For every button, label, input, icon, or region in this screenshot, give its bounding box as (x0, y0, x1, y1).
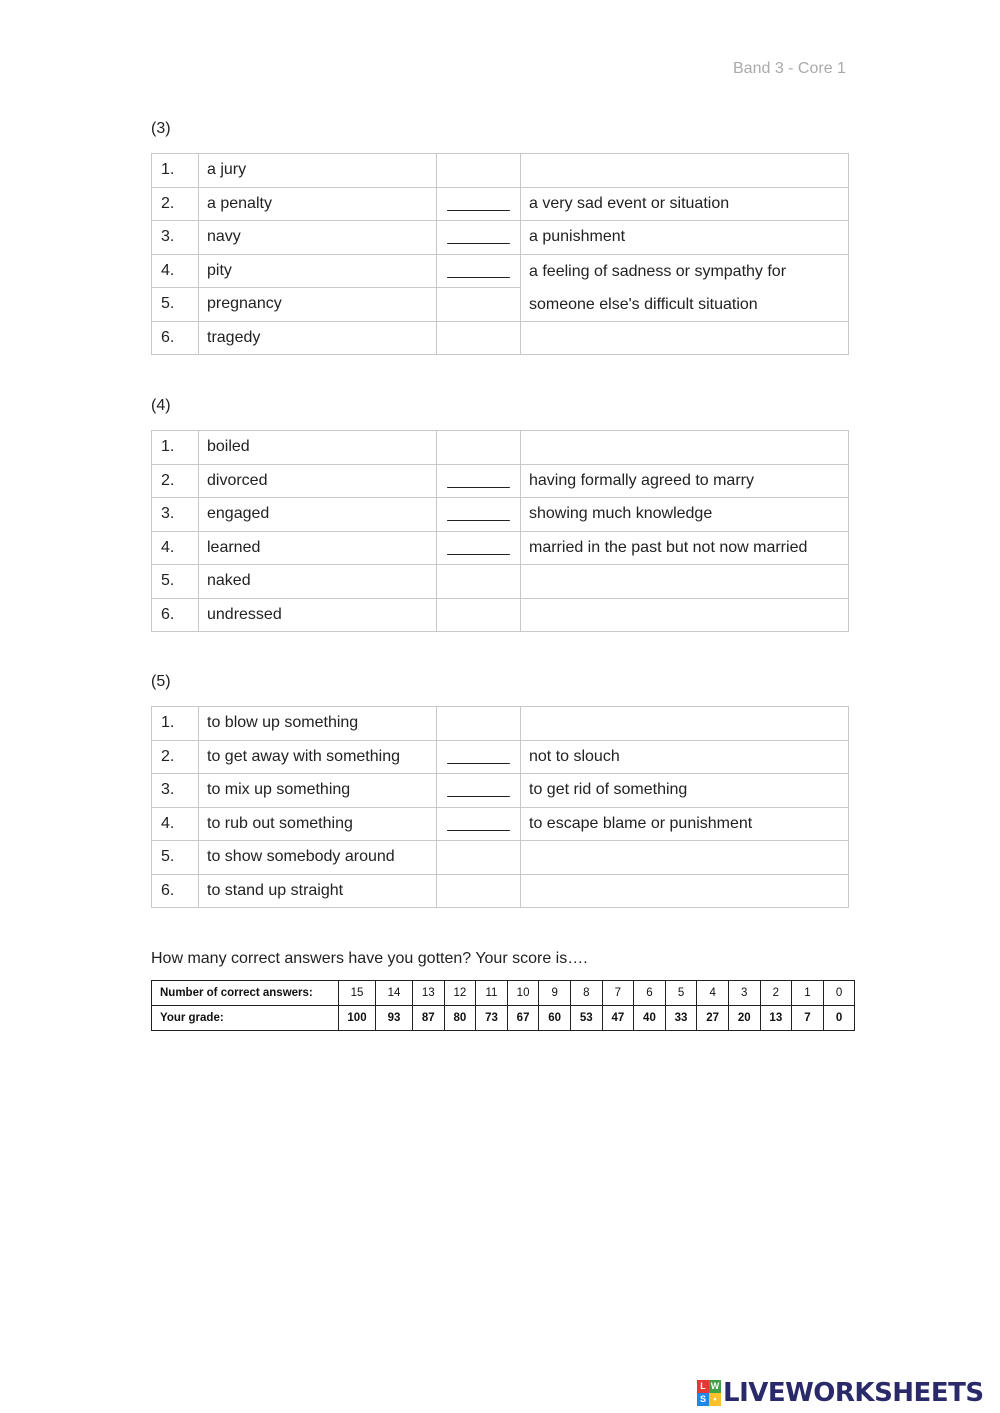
empty-cell (437, 874, 521, 908)
definition: a punishment (521, 221, 849, 255)
answer-blank[interactable]: _______ (437, 187, 521, 221)
matching-table (151, 430, 849, 632)
correct-count: 3 (728, 981, 760, 1006)
definition: a feeling of sadness or sympathy for someone else's difficult situation (521, 254, 849, 321)
definition: not to slouch (521, 740, 849, 774)
answer-blank[interactable]: _______ (437, 221, 521, 255)
table-row (152, 565, 849, 599)
logo-letter: S (697, 1393, 709, 1406)
grade-value: 53 (570, 1006, 602, 1031)
correct-count: 10 (507, 981, 539, 1006)
empty-cell (437, 154, 521, 188)
item-number: 6. (152, 874, 199, 908)
table-row (152, 464, 849, 498)
table-row (152, 598, 849, 632)
vocab-word: navy (199, 221, 437, 255)
definition: to escape blame or punishment (521, 807, 849, 841)
empty-cell (521, 874, 849, 908)
correct-count: 13 (413, 981, 445, 1006)
item-number: 2. (152, 740, 199, 774)
matching-table (151, 153, 849, 355)
logo-mark-icon (697, 1380, 721, 1406)
empty-cell (521, 565, 849, 599)
vocab-word: tragedy (199, 321, 437, 355)
vocab-word: a penalty (199, 187, 437, 221)
vocab-word: engaged (199, 498, 437, 532)
empty-cell (437, 288, 521, 322)
vocab-word: learned (199, 531, 437, 565)
empty-cell (437, 598, 521, 632)
correct-count: 0 (823, 981, 855, 1006)
correct-count: 11 (476, 981, 508, 1006)
empty-cell (437, 565, 521, 599)
grade-label: Your grade: (152, 1006, 339, 1031)
table-row (152, 874, 849, 908)
grade-value: 13 (760, 1006, 792, 1031)
answer-blank[interactable]: _______ (437, 740, 521, 774)
definition: a very sad event or situation (521, 187, 849, 221)
item-number: 4. (152, 531, 199, 565)
empty-cell (521, 707, 849, 741)
table-row (152, 154, 849, 188)
vocab-word: to rub out something (199, 807, 437, 841)
grade-value: 93 (376, 1006, 413, 1031)
item-number: 1. (152, 154, 199, 188)
empty-cell (437, 321, 521, 355)
vocab-word: to show somebody around (199, 841, 437, 875)
definition: showing much knowledge (521, 498, 849, 532)
score-table (151, 980, 855, 1031)
grade-value: 40 (634, 1006, 666, 1031)
section-label: (3) (151, 120, 171, 137)
item-number: 5. (152, 841, 199, 875)
vocab-word: undressed (199, 598, 437, 632)
correct-answers-label: Number of correct answers: (152, 981, 339, 1006)
logo-letter: W (710, 1381, 720, 1391)
table-row (152, 254, 849, 288)
table-row (152, 774, 849, 808)
liveworksheets-logo[interactable] (697, 1378, 984, 1408)
grade-value: 27 (697, 1006, 729, 1031)
definition: to get rid of something (521, 774, 849, 808)
correct-count: 4 (697, 981, 729, 1006)
vocab-word: divorced (199, 464, 437, 498)
empty-cell (521, 321, 849, 355)
correct-count: 14 (376, 981, 413, 1006)
matching-table (151, 706, 849, 908)
table-row (152, 321, 849, 355)
item-number: 1. (152, 431, 199, 465)
empty-cell (437, 841, 521, 875)
grade-value: 67 (507, 1006, 539, 1031)
grade-value: 80 (444, 1006, 476, 1031)
grade-value: 47 (602, 1006, 634, 1031)
grade-value: 7 (792, 1006, 824, 1031)
vocab-word: pregnancy (199, 288, 437, 322)
grade-value: 100 (339, 1006, 376, 1031)
logo-letter: L (697, 1380, 709, 1393)
correct-count: 5 (665, 981, 697, 1006)
table-row (152, 841, 849, 875)
correct-count: 12 (444, 981, 476, 1006)
item-number: 4. (152, 807, 199, 841)
correct-count: 2 (760, 981, 792, 1006)
item-number: 5. (152, 565, 199, 599)
item-number: 1. (152, 707, 199, 741)
vocab-word: a jury (199, 154, 437, 188)
correct-count: 1 (792, 981, 824, 1006)
table-row (152, 498, 849, 532)
correct-count: 7 (602, 981, 634, 1006)
correct-answers-row (152, 981, 855, 1006)
empty-cell (521, 154, 849, 188)
table-row (152, 531, 849, 565)
empty-cell (521, 841, 849, 875)
item-number: 5. (152, 288, 199, 322)
answer-blank[interactable]: _______ (437, 774, 521, 808)
vocab-word: boiled (199, 431, 437, 465)
vocab-word: to get away with something (199, 740, 437, 774)
definition: having formally agreed to marry (521, 464, 849, 498)
item-number: 4. (152, 254, 199, 288)
grade-value: 87 (413, 1006, 445, 1031)
grade-value: 20 (728, 1006, 760, 1031)
table-row (152, 431, 849, 465)
empty-cell (437, 431, 521, 465)
grade-value: 73 (476, 1006, 508, 1031)
vocab-word: naked (199, 565, 437, 599)
item-number: 2. (152, 464, 199, 498)
item-number: 6. (152, 598, 199, 632)
score-question: How many correct answers have you gotten? Your score is…. (151, 950, 588, 967)
answer-blank[interactable]: _______ (437, 254, 521, 288)
vocab-word: pity (199, 254, 437, 288)
table-row (152, 221, 849, 255)
section-label: (4) (151, 397, 171, 414)
definition: married in the past but not now married (521, 531, 849, 565)
grade-value: 33 (665, 1006, 697, 1031)
table-row (152, 187, 849, 221)
answer-blank[interactable]: _______ (437, 531, 521, 565)
item-number: 3. (152, 221, 199, 255)
correct-count: 15 (339, 981, 376, 1006)
item-number: 2. (152, 187, 199, 221)
item-number: 3. (152, 774, 199, 808)
correct-count: 6 (634, 981, 666, 1006)
item-number: 3. (152, 498, 199, 532)
vocab-word: to mix up something (199, 774, 437, 808)
vocab-word: to blow up something (199, 707, 437, 741)
correct-count: 8 (570, 981, 602, 1006)
empty-cell (521, 598, 849, 632)
logo-letter: • (709, 1393, 721, 1406)
empty-cell (521, 431, 849, 465)
table-row (152, 707, 849, 741)
grade-value: 60 (539, 1006, 571, 1031)
answer-blank[interactable]: _______ (437, 498, 521, 532)
table-row (152, 807, 849, 841)
answer-blank[interactable]: _______ (437, 464, 521, 498)
table-row (152, 740, 849, 774)
item-number: 6. (152, 321, 199, 355)
page-header: Band 3 - Core 1 (733, 60, 846, 77)
correct-count: 9 (539, 981, 571, 1006)
answer-blank[interactable]: _______ (437, 807, 521, 841)
section-label: (5) (151, 673, 171, 690)
logo-text: LIVEWORKSHEETS (723, 1378, 984, 1408)
empty-cell (437, 707, 521, 741)
grade-row (152, 1006, 855, 1031)
vocab-word: to stand up straight (199, 874, 437, 908)
grade-value: 0 (823, 1006, 855, 1031)
